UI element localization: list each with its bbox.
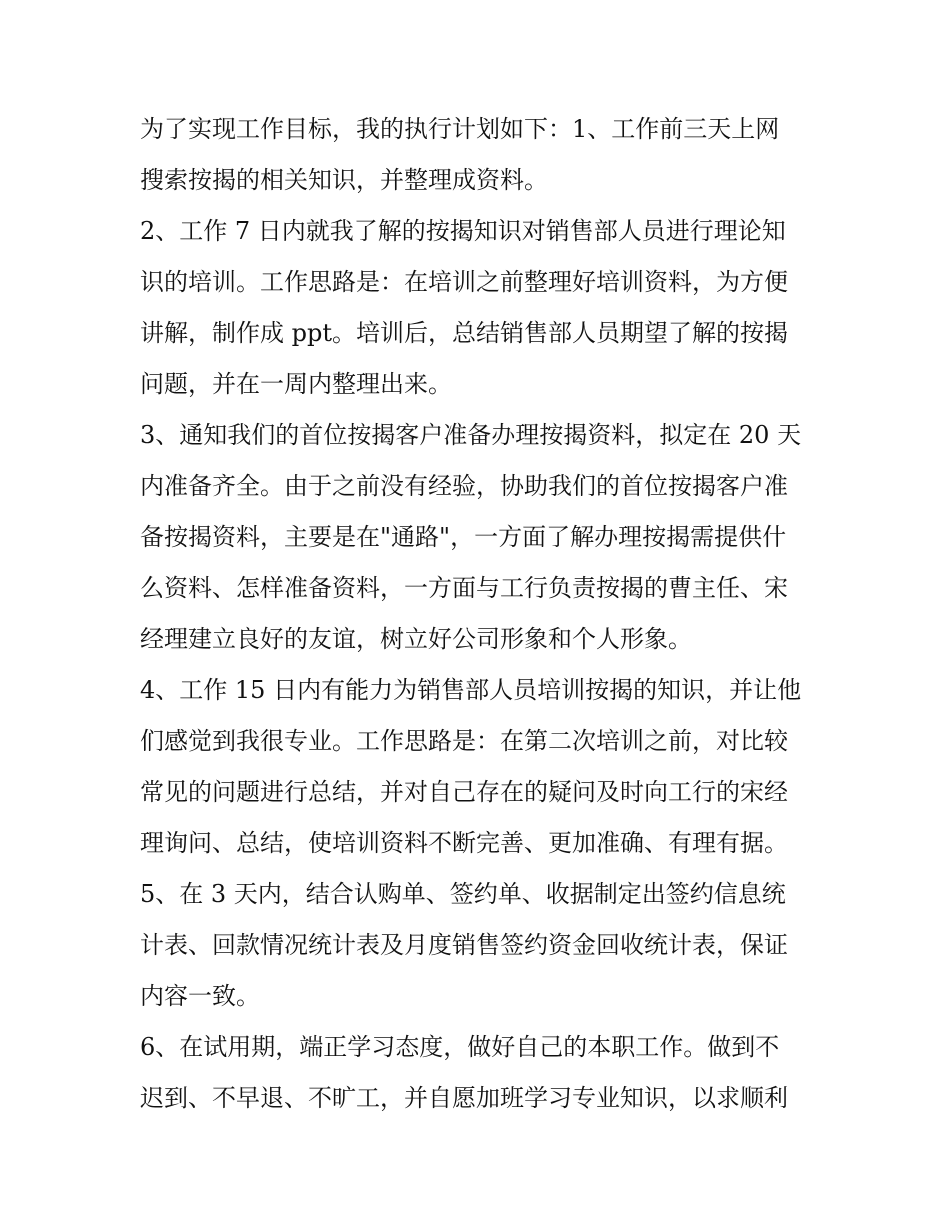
text-line: 搜索按揭的相关知识，并整理成资料。 [140, 166, 548, 194]
text-line: 备按揭资料，主要是在"通路"，一方面了解办理按揭需提供什 [140, 523, 787, 551]
text-line: 经理建立良好的友谊，树立好公司形象和个人形象。 [140, 625, 692, 653]
paragraph-item-6 [140, 1022, 820, 1124]
text-line: 计表、回款情况统计表及月度销售签约资金回收统计表，保证 [140, 931, 788, 959]
paragraph-intro [140, 104, 820, 206]
text-line: 识的培训。工作思路是：在培训之前整理好培训资料，为方便 [140, 268, 788, 296]
text-line: 5、在 3 天内，结合认购单、签约单、收据制定出签约信息统 [140, 880, 786, 908]
text-line: 讲解，制作成 ppt。培训后，总结销售部人员期望了解的按揭 [140, 319, 788, 347]
paragraph-item-2 [140, 206, 820, 410]
text-line: 4、工作 15 日内有能力为销售部人员培训按揭的知识，并让他 [140, 676, 802, 704]
paragraph-item-3 [140, 410, 820, 665]
text-line: 问题，并在一周内整理出来。 [140, 370, 452, 398]
text-line: 内准备齐全。由于之前没有经验，协助我们的首位按揭客户准 [140, 472, 788, 500]
text-line: 内容一致。 [140, 982, 260, 1010]
text-line: 么资料、怎样准备资料，一方面与工行负责按揭的曹主任、宋 [140, 574, 788, 602]
text-line: 理询问、总结，使培训资料不断完善、更加准确、有理有据。 [140, 829, 788, 857]
document-body [140, 104, 820, 1124]
text-line: 们感觉到我很专业。工作思路是：在第二次培训之前，对比较 [140, 727, 788, 755]
text-line: 3、通知我们的首位按揭客户准备办理按揭资料，拟定在 20 天 [140, 421, 802, 449]
text-line: 迟到、不早退、不旷工，并自愿加班学习专业知识，以求顺利 [140, 1084, 788, 1112]
text-line: 2、工作 7 日内就我了解的按揭知识对销售部人员进行理论知 [140, 217, 786, 245]
text-line: 6、在试用期，端正学习态度，做好自己的本职工作。做到不 [140, 1033, 780, 1061]
paragraph-item-5 [140, 869, 820, 1022]
text-line: 常见的问题进行总结，并对自己存在的疑问及时向工行的宋经 [140, 778, 788, 806]
text-line: 为了实现工作目标，我的执行计划如下：1、工作前三天上网 [140, 115, 780, 143]
paragraph-item-4 [140, 665, 820, 869]
